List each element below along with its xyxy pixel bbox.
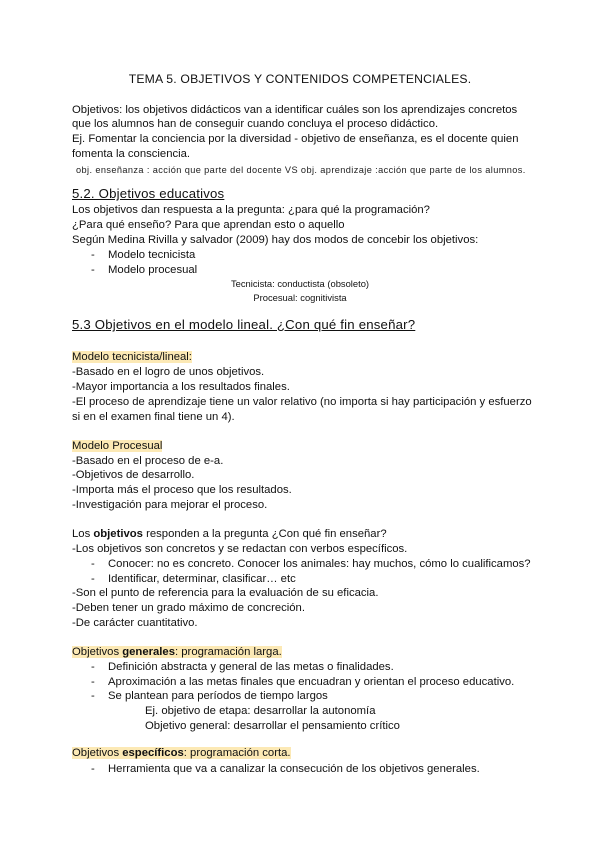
list-item: Conocer: no es concreto. Conocer los animales: hay muchos, cómo lo cualificamos? — [108, 558, 531, 570]
list-line: -Importa más el proceso que los resultados. — [72, 484, 292, 496]
list-item: Definición abstracta y general de las metas o finalidades. — [108, 661, 394, 673]
list-line: -Deben tener un grado máximo de concreción. — [72, 602, 305, 614]
bullet-dash: - — [91, 690, 95, 702]
specific-objectives-label: Objetivos específicos: programación corta. — [72, 747, 291, 759]
bullet-dash: - — [91, 249, 95, 261]
intro-note: obj. enseñanza : acción que parte del docente VS obj. aprendizaje :acción que parte de los alumnos. — [76, 165, 526, 175]
list-line: -Basado en el logro de unos objetivos. — [72, 366, 265, 378]
list-line: -Basado en el proceso de e-a. — [72, 455, 224, 467]
list-line: -De carácter cuantitativo. — [72, 617, 198, 629]
page-title: TEMA 5. OBJETIVOS Y CONTENIDOS COMPETENCIALES. — [128, 72, 472, 86]
intro-line: que los alumnos han de conseguir cuando concluya el proceso didáctico. — [72, 118, 439, 130]
list-line: si en el examen final tiene un 4). — [72, 411, 235, 423]
bullet-dash: - — [91, 763, 95, 775]
list-item: Herramienta que va a canalizar la consecución de los objetivos generales. — [108, 763, 480, 775]
example-line: Objetivo general: desarrollar el pensamiento crítico — [145, 720, 400, 732]
highlighted-label: Modelo tecnicista/lineal: — [72, 351, 192, 363]
section-heading-5-2: 5.2. Objetivos educativos — [72, 186, 225, 201]
list-line: -Objetivos de desarrollo. — [72, 469, 195, 481]
intro-line: Ej. Fomentar la conciencia por la diversidad - objetivo de enseñanza, es el docente quien — [72, 133, 519, 145]
intro-line: Objetivos: los objetivos didácticos van a identificar cuáles son los aprendizajes concretos — [72, 104, 518, 116]
bullet-dash: - — [91, 264, 95, 276]
list-item: Modelo tecnicista — [108, 249, 196, 261]
intro-line: fomenta la consciencia. — [72, 148, 191, 160]
list-line: -Son el punto de referencia para la evaluación de su eficacia. — [72, 587, 379, 599]
list-item: Aproximación a las metas finales que encuadran y orientan el proceso educativo. — [108, 676, 515, 688]
centered-note: Tecnicista: conductista (obsoleto) — [230, 278, 370, 289]
paragraph-line: Según Medina Rivilla y salvador (2009) hay dos modos de concebir los objetivos: — [72, 234, 479, 246]
section-heading-5-3: 5.3 Objetivos en el modelo lineal. ¿Con qué fin enseñar? — [72, 317, 416, 332]
example-line: Ej. objetivo de etapa: desarrollar la autonomía — [145, 705, 376, 717]
list-item: Se plantean para períodos de tiempo largos — [108, 690, 328, 702]
list-line: -El proceso de aprendizaje tiene un valor relativo (no importa si hay participación y esfuerzo — [72, 396, 532, 408]
bullet-dash: - — [91, 558, 95, 570]
highlighted-label: Modelo Procesual — [72, 440, 163, 452]
objectives-intro: Los objetivos responden a la pregunta ¿Con qué fin enseñar? — [72, 528, 387, 540]
centered-note: Procesual: cognitivista — [253, 292, 347, 303]
list-line: -Investigación para mejorar el proceso. — [72, 499, 268, 511]
list-item: Modelo procesual — [108, 264, 198, 276]
bullet-dash: - — [91, 573, 95, 585]
list-line: -Los objetivos son concretos y se redactan con verbos específicos. — [72, 543, 408, 555]
bullet-dash: - — [91, 676, 95, 688]
paragraph-line: Los objetivos dan respuesta a la pregunta: ¿para qué la programación? — [72, 204, 430, 216]
list-item: Identificar, determinar, clasificar… etc — [108, 573, 296, 585]
paragraph-line: ¿Para qué enseño? Para que aprendan esto o aquello — [72, 219, 345, 231]
general-objectives-label: Objetivos generales: programación larga. — [72, 646, 282, 658]
list-line: -Mayor importancia a los resultados finales. — [72, 381, 290, 393]
bullet-dash: - — [91, 661, 95, 673]
